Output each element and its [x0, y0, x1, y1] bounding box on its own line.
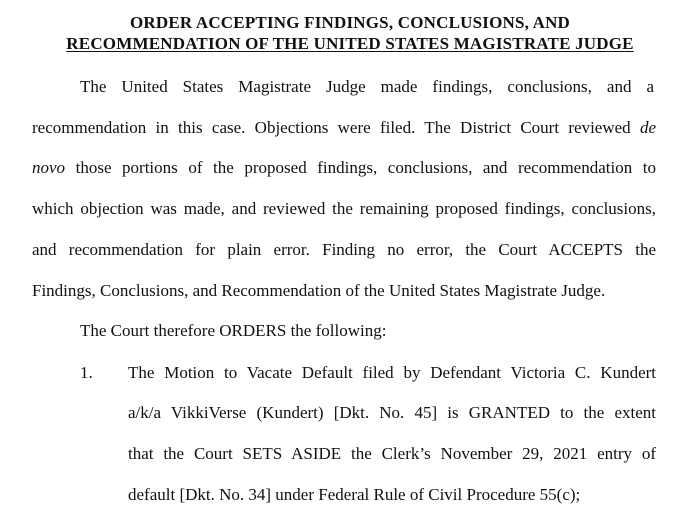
- paragraph-1-line-3: [32, 158, 656, 178]
- order-title-line-1: ORDER ACCEPTING FINDINGS, CONCLUSIONS, AND: [129, 13, 571, 32]
- italic-novo: novo: [32, 158, 66, 177]
- item-1-line-4: default [Dkt. No. 34] under Federal Rule of Civil Procedure 55(c);: [128, 485, 581, 504]
- order-title-line-2: RECOMMENDATION OF THE UNITED STATES MAGISTRATE JUDGE: [66, 34, 634, 53]
- paragraph-1-line-3-text: those portions of the proposed findings, conclusions, and recommendation to: [65, 158, 656, 177]
- item-1-line-3: that the Court SETS ASIDE the Clerk’s November 29, 2021 entry of: [128, 444, 656, 463]
- italic-de: de: [639, 118, 656, 137]
- paragraph-1-line-6: Findings, Conclusions, and Recommendation of the United States Magistrate Judge.: [32, 281, 606, 300]
- paragraph-1-line-1: [80, 77, 654, 97]
- paragraph-1-line-5: and recommendation for plain error. Finding no error, the Court ACCEPTS the: [32, 240, 656, 259]
- paragraph-1-line-1-text: The United States Magistrate Judge made findings, conclusions, and a: [80, 77, 654, 96]
- paragraph-1-line-2-text: recommendation in this case. Objections were filed. The District Court reviewed: [32, 118, 640, 137]
- item-1-number: 1.: [80, 363, 93, 382]
- item-1-line-2: a/k/a VikkiVerse (Kundert) [Dkt. No. 45] is GRANTED to the extent: [128, 403, 656, 422]
- item-1-line-1: The Motion to Vacate Default filed by Defendant Victoria C. Kundert: [128, 363, 656, 382]
- paragraph-1-line-2: [32, 118, 656, 138]
- orders-intro: The Court therefore ORDERS the following:: [80, 321, 387, 340]
- paragraph-1-line-4: which objection was made, and reviewed the remaining proposed findings, conclusions,: [32, 199, 656, 218]
